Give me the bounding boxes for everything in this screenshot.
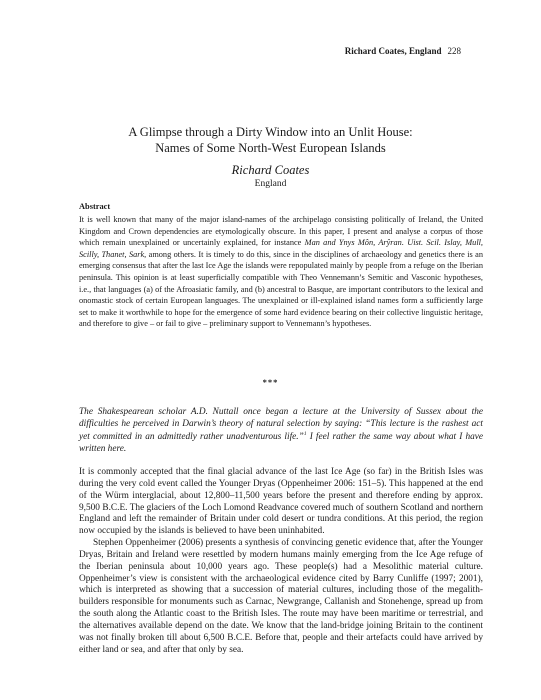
epigraph-text: The Shakespearean scholar A.D. Nuttall once began a lecture at the University of Sussex about the difficulties he perceived in Darwin’s theory of natural selection by saying: “This lecture is the rashest act yet committed in an admittedly rather unadventurous life.” <box>79 407 483 442</box>
epigraph <box>79 406 483 456</box>
page-number: 228 <box>447 46 461 56</box>
epigraph-tail: I feel rather the same way about what I have written here. <box>79 431 484 455</box>
running-head <box>345 46 461 56</box>
abstract-heading: Abstract <box>79 202 111 211</box>
section-separator: *** <box>262 377 279 387</box>
author-affiliation: England <box>254 179 287 189</box>
abstract-text <box>79 214 483 330</box>
author-name: Richard Coates <box>231 163 310 177</box>
paper-title <box>0 124 541 156</box>
title-line-1: A Glimpse through a Dirty Window into an Unlit House: <box>128 125 413 139</box>
running-head-author: Richard Coates, England <box>344 46 442 56</box>
body-text <box>79 467 483 657</box>
body-paragraph-1: It is commonly accepted that the final glacial advance of the last Ice Age (so far) in the British Isles was during the very cold event called the Younger Dryas (Oppenheimer 2006: 151–5). This happened at the end of the Würm interglacial, about 12,800–11,500 years before the present and therefore ending by approx. 9,500 B.C.E. The glaciers of the Loch Lomond Readvance covered much of southern Scotland and northern England and left the remainder of Britain under cold desert or tundra conditions. At this period, the region now occupied by the islands is believed to have been uninhabited. <box>79 467 483 537</box>
abstract-part-1: It is well known that many of the major island-names of the archipelago consisting politically of Ireland, the United Kingdom and Crown dependencies are etymologically obscure. In this paper, I present and analyse a corpus of those which remain unexplained or uncertainly explained, for instance <box>79 215 483 248</box>
abstract-island-names: Man and Ynys Môn, Arŷran. Uist. Scil. Islay, Mull, Scilly, Thanet, Sark <box>79 238 484 259</box>
footnote-marker: 1 <box>303 430 307 437</box>
body-paragraph-2: Stephen Oppenheimer (2006) presents a synthesis of convincing genetic evidence that, after the Younger Dryas, Britain and Ireland were resettled by modern humans mainly emerging from the Ice Age refuge of the Iberian peninsula about 10,000 years ago. These people(s) had a Mesolithic material culture. Oppenheimer’s view is consistent with the archaeological evidence cited by Barry Cunliffe (1997; 2001), which is interpreted as showing that a succession of material cultures, including those of the megalith-builders responsible for monuments such as Carnac, Newgrange, Callanish and Stonehenge, spread up from the south along the Atlantic coast to the British Isles. The route may have been maritime or terrestrial, and the alternatives available depend on the date. We know that the land-bridge joining Britain to the continent was not finally broken till about 6,500 B.C.E. Before that, people and their artefacts could have arrived by either land or sea, and after that only by sea. <box>79 538 483 655</box>
title-line-2: Names of Some North-West European Islands <box>155 141 386 155</box>
abstract-part-2: , among others. It is timely to do this, since in the disciplines of archaeology and genetics there is an emerging consensus that after the last Ice Age the islands were repopulated mainly by people from a refuge on the Iberian peninsula. This opinion is at least superficially compatible with Theo Vennemann’s Semitic and Vasconic hypotheses, i.e., that languages (a) of the Afroasiatic family, and (b) ancestral to Basque, are important contributors to the lexical and onomastic stock of certain European languages. The unexplained or ill-explained island names form a sufficiently large set to make it worthwhile to hope for the emergence of some hard evidence bearing on their collective linguistic heritage, and therefore to give – or fail to give – preliminary support to Vennemann’s hypotheses. <box>79 249 483 329</box>
